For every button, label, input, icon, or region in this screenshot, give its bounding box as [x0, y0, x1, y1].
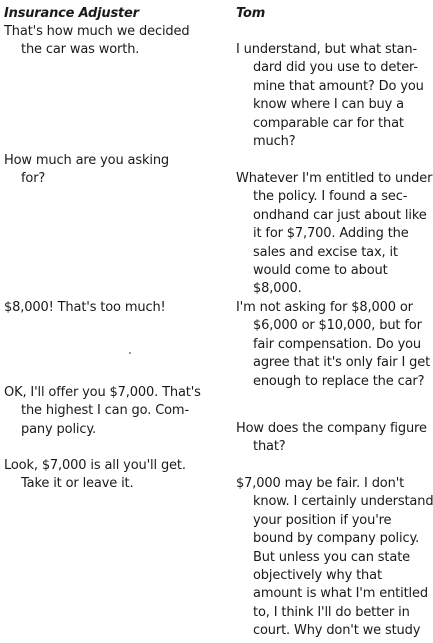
tom-line-4: How does the company figure that?	[236, 421, 427, 455]
tom-line-2: Whatever I'm entitled to under the policy. I found a sec- ondhand car just about like it for $7,700. Adding the sales and excise tax, it would come to about $8,000.	[236, 171, 433, 297]
adjuster-line-4: OK, I'll offer you $7,000. That's the highest I can go. Com- pany policy.	[4, 385, 201, 437]
adjuster-line-3: $8,000! That's too much!	[4, 300, 166, 315]
tom-line-3: I'm not asking for $8,000 or $6,000 or $10,000, but for fair compensation. Do you agree that it's only fair I get enough to replace the car?	[236, 300, 431, 389]
adjuster-line-2: How much are you asking for?	[4, 153, 170, 187]
adjuster-line-1: That's how much we decided the car was worth.	[4, 24, 190, 58]
tom-line-5: $7,000 may be fair. I don't know. I certainly understand your position if you're bound by company policy. But unless you can state objectively why that amount is what I'm entitled to, I think I'll do better in court. Why don't we study	[236, 476, 433, 639]
tom-line-1: I understand, but what stan- dard did you use to deter- mine that amount? Do you know where I can buy a comparable car for that much?	[236, 42, 424, 150]
column-header-adjuster: Insurance Adjuster	[4, 6, 139, 21]
print-speck	[129, 352, 131, 354]
adjuster-line-5: Look, $7,000 is all you'll get. Take it or leave it.	[4, 458, 186, 492]
column-header-tom: Tom	[236, 6, 266, 21]
